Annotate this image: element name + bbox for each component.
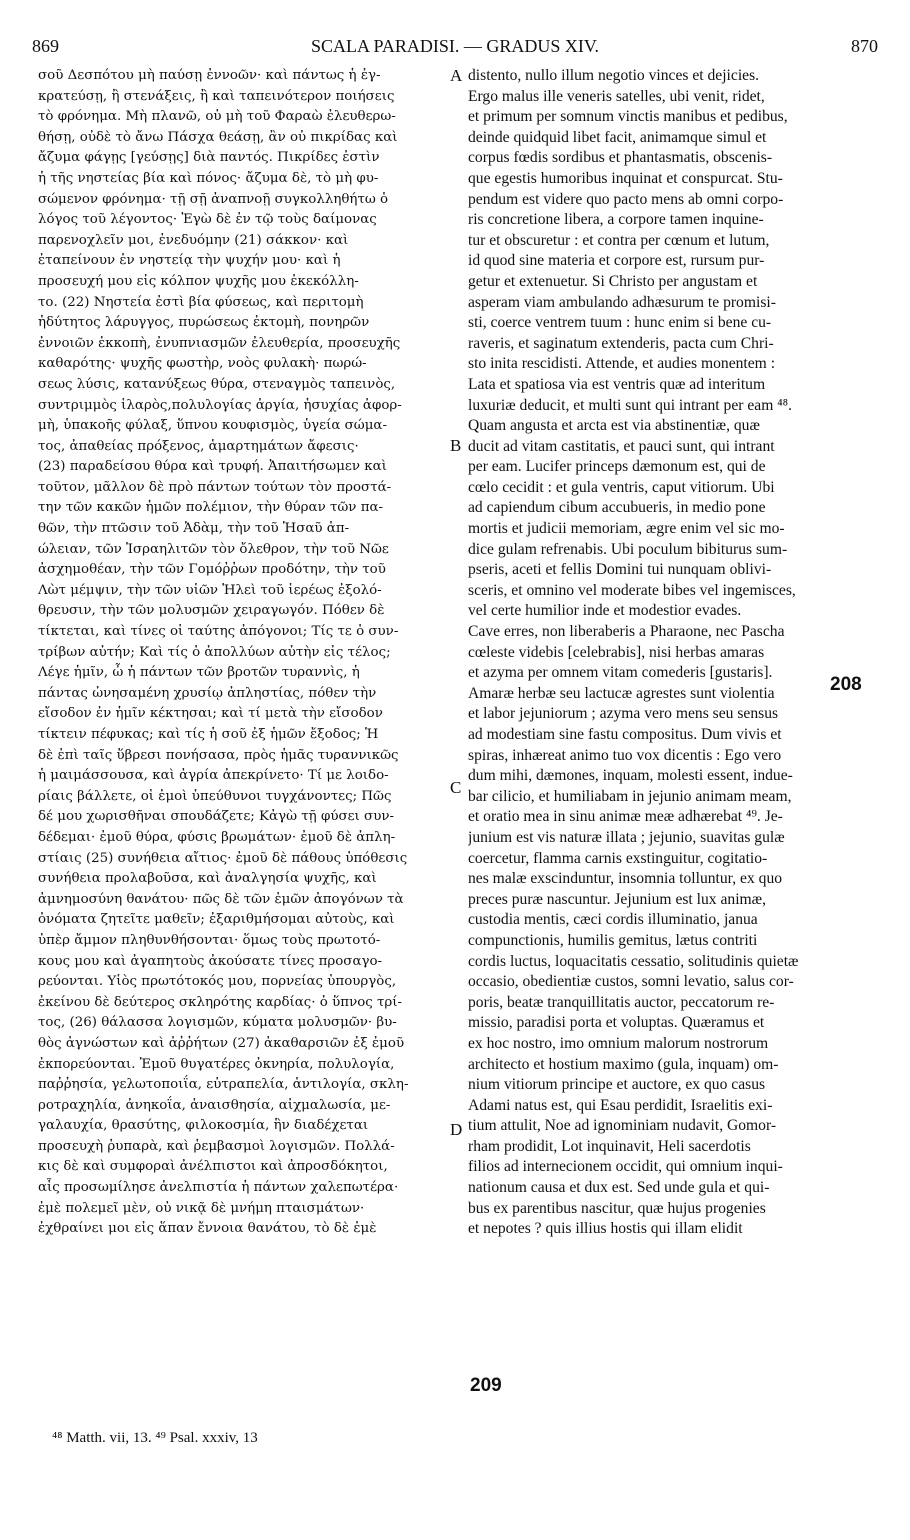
text-line: rham prodidit, Lot inquinavit, Heli sacerdotis — [468, 1137, 751, 1155]
text-line: συντριμμὸς ἱλαρὸς,πολυλογίας ἀργία, ἡσυχίας ἀφορ- — [38, 397, 402, 413]
text-line: architecto et hostium maximo (gula, inquam) om- — [468, 1055, 779, 1073]
text-line: κους μου καὶ ἀγαπητοὺς ἀκούσατε τίνες προσαγο- — [38, 953, 383, 969]
text-line: καθαρότης· ψυχῆς φωστὴρ, νοὸς φυλακὴ· πωρώ- — [38, 356, 367, 372]
text-line: sti, coerce ventrem tuum : hunc enim si bene cu- — [468, 314, 772, 332]
text-line: ἐκπορεύονται. Ἐμοῦ θυγατέρες ὀκνηρία, πολυλογία, — [38, 1056, 395, 1072]
text-line: ducit ad vitam castitatis, et pauci sunt, qui intrant — [468, 437, 775, 455]
text-line: sto inita rescidisti. Attende, et audies monentem : — [468, 355, 776, 373]
running-title: SCALA PARADISI. — GRADUS XIV. — [310, 36, 600, 56]
greek-column — [38, 66, 450, 1240]
text-line: Adami natus est, qui Esau perdidit, Israelitis exi- — [468, 1096, 773, 1114]
text-line: bar cilicio, et humiliabam in jejunio animam meam, — [468, 787, 792, 805]
text-line: missio, paradisi porta et voluptas. Quæramus et — [468, 1014, 765, 1032]
inline-page-number-209: 209 — [470, 1375, 502, 1396]
text-line: coercetur, flamma carnis exstinguitur, cogitatio- — [468, 849, 768, 867]
text-line: id quod sine materia et corpore est, rursum pur- — [468, 252, 765, 270]
text-line: κις δὲ καὶ συμφοραὶ ἀνέλπιστοι καὶ ἀπροσδόκητοι, — [38, 1159, 388, 1175]
text-line: δέδεμαι· ἐμοῦ θύρα, φύσις βρωμάτων· ἐμοῦ δὲ ἀπλη- — [38, 829, 396, 845]
text-line: preces puræ nascuntur. Jejunium est lux animæ, — [468, 890, 766, 908]
text-line: ἡ τῆς νηστείας βία καὶ πόνος· ἄζυμα δὲ, τὸ μὴ φυ- — [38, 170, 379, 186]
text-line: occasio, obedientiæ custos, somni levatio, salus cor- — [468, 973, 794, 991]
page-number-left: 869 — [32, 36, 59, 56]
text-line: tur et obscuretur : et contra per cœnum et lutum, — [468, 231, 770, 249]
text-line: συνήθεια προλαβοῦσα, καὶ ἀναλγησία ψυχῆς, καὶ — [38, 871, 377, 887]
text-line: λόγος τοῦ λέγοντος· Ἐγὼ δὲ ἐν τῷ τοὺς δαίμονας — [38, 212, 377, 228]
text-line: cœleste videbis [celebrabis], nisi herbas amaras — [468, 643, 765, 661]
text-line: ώλειαν, τῶν Ἰσραηλιτῶν τὸν ὄλεθρον, τὴν τοῦ Νῶε — [38, 541, 389, 557]
text-line: raveris, et saginatum extenderis, pacta cum Chri- — [468, 334, 774, 352]
text-line: θὸς ἀγνώστων καὶ ἀῤῥήτων (27) ἀκαθαρσιῶν ἐξ ἐμοῦ — [38, 1035, 405, 1051]
text-line: ἐχθραίνει μοι εἰς ἅπαν ἔννοια θανάτου, τὸ δὲ ἐμὲ — [38, 1221, 377, 1237]
text-line: ροτραχηλία, ἀνηκοΐα, ἀναισθησία, αἰχμαλωσία, με- — [38, 1097, 391, 1113]
text-line: Λὼτ μέμψιν, τὴν τῶν υἱῶν Ἡλεὶ τοῦ ἱερέως ἐξολό- — [38, 582, 382, 598]
text-line: nationum causa et dux est. Sed unde gula et qui- — [468, 1179, 770, 1197]
text-line: ad modestiam sine fastu compositus. Dum vivis et — [468, 726, 782, 743]
text-line: cœlo cecidit : et gula ventris, caput vitiorum. Ubi — [468, 478, 775, 496]
text-line: αἷς προσωμίλησε ἀνελπιστία ἡ πάντων χαλεπωτέρα· — [38, 1180, 399, 1196]
text-line: θήσῃ, οὐδὲ τὸ ἄνω Πάσχα θεάσῃ, ἂν οὐ πικρίδας καὶ — [38, 129, 398, 145]
text-line: tium attulit, Noe ad ignominiam nudavit, Gomor- — [468, 1117, 777, 1135]
text-line: προσευχή μου εἰς κόλπον ψυχῆς μου ἐκεκόλλη- — [38, 273, 359, 289]
footnotes: ⁴⁸ Matth. vii, 13. ⁴⁹ Psal. xxxiv, 13 — [52, 1430, 258, 1446]
text-line: Lata et spatiosa via est ventris quæ ad interitum — [468, 375, 766, 393]
text-line: asperam viam ambulando adhæsurum te promisi- — [468, 293, 776, 311]
text-line: σώμενον φρόνημα· τῇ σῇ ἀναπνοῇ συγκολληθήτω ὁ — [38, 191, 389, 207]
text-line: κρατεύσῃ, ἢ στενάξεις, ἢ καὶ ταπεινότερον ποιήσεις — [38, 88, 395, 104]
text-line: εἴσοδον ἐν ἡμῖν κέκτησαι; καὶ τί μετὰ τὴν εἴσοδον — [38, 706, 383, 722]
text-line: poris, beatæ tranquillitatis auctor, peccatorum re- — [468, 993, 775, 1011]
latin-column — [468, 66, 878, 1240]
text-line: τρίβων αὐτήν; Καὶ τίς ὁ ἀπολλύων αὐτὴν εἰς τέλος; — [38, 644, 391, 660]
text-line: Quam angusta et arcta est via abstinentiæ, quæ — [468, 417, 760, 435]
text-line: θῶν, τὴν πτῶσιν τοῦ Ἀδὰμ, τὴν τοῦ Ἡσαῦ ἀπ- — [38, 521, 350, 537]
text-line: custodia mentis, cæci cordis illuminatio, janua — [468, 911, 758, 929]
text-line: μὴ, ὑπακοῆς φύλαξ, ὕπνου κουφισμὸς, ὑγεία σώμα- — [38, 418, 387, 434]
text-line: corpus fœdis sordibus et phantasmatis, obscenis- — [468, 149, 773, 167]
text-line: (23) παραδείσου θύρα καὶ τρυφή. Ἀπαιτήσωμεν καὶ — [38, 459, 387, 475]
text-line: δὲ ἐπὶ ταῖς ὕβρεσι πονήσασα, πρὸς ἡμᾶς τυραννικῶς — [38, 747, 399, 763]
text-line: ris concretione libera, a corpore tamen inquine- — [468, 211, 764, 229]
text-line: στίαις (25) συνήθεια αἴτιος· ἐμοῦ δὲ πάθους ὑπόθεσις — [38, 850, 408, 866]
text-line: et primum per somnum vinctis manibus et pedibus, — [468, 108, 788, 126]
text-line: το. (22) Νηστεία ἐστὶ βία φύσεως, καὶ περιτομὴ — [38, 294, 364, 310]
text-line: ex hoc nostro, imo omnium malorum nostrorum — [468, 1034, 769, 1052]
text-line: cordis luctus, loquacitatis cessatio, solitudinis quietæ — [468, 952, 799, 970]
text-line: mortis et judicii memoriam, ægre enim vel sic mo- — [468, 520, 785, 538]
text-line: et nepotes ? quis illius hostis qui illam elidit — [468, 1220, 743, 1238]
text-line: junium est vis naturæ illata ; jejunio, suavitas gulæ — [468, 828, 785, 846]
text-line: ἀσχημοθέαν, τὴν τῶν Γομόῤῥων προδότην, τὴν τοῦ — [38, 562, 386, 578]
text-line: pseris, aceti et fellis Domini tui nunquam oblivi- — [468, 561, 772, 579]
text-line: ἡδύτητος λάρυγγος, πυρώσεως ἐκτομὴ, πονηρῶν — [38, 315, 370, 331]
running-header — [32, 36, 878, 62]
text-line: δέ μου χωρισθῆναι σπουδάζετε; Κἀγὼ τῇ φύσει συν- — [38, 809, 395, 825]
text-line: dum mihi, dæmones, inquam, molesti essent, indue- — [468, 767, 793, 785]
text-line: ἄζυμα φάγῃς [γεύσῃς] διὰ παντός. Πικρίδες ἐστὶν — [38, 150, 380, 166]
text-line: sceris, et omnino vel moderate bibes vel ingemisces, — [468, 581, 796, 599]
text-line: σεως λύσις, κατανύξεως θύρα, στεναγμὸς ταπεινὸς, — [38, 376, 396, 392]
text-line: nium vitiorum principe et auctore, ex quo casus — [468, 1076, 766, 1094]
text-line: et labor jejuniorum ; azyma vero mens seu sensus — [468, 705, 779, 723]
text-line: ἐννοιῶν ἐκκοπὴ, ἐνυπνιασμῶν ἐλευθερία, προσευχῆς — [38, 335, 401, 351]
text-line: pendum est videre quo pacto mens ab omni corpo- — [468, 190, 784, 208]
text-line: τὸ φρόνημα. Μὴ πλανῶ, οὐ μὴ τοῦ Φαραὼ ἐλευθερω- — [38, 109, 396, 125]
text-line: τος, ἀπαθείας πρόξενος, ἁμαρτημάτων ἄφεσις· — [38, 438, 359, 454]
text-line: γαλαυχία, θρασύτης, φιλοκοσμία, ἣν διαδέχεται — [38, 1118, 369, 1134]
text-line: τος, (26) θάλασσα λογισμῶν, κύματα μολυσμῶν· βυ- — [38, 1015, 397, 1031]
text-line: τοῦτον, μᾶλλον δὲ πρὸ πάντων τούτων τὸν προστά- — [38, 479, 392, 495]
text-line: την τῶν κακῶν ἡμῶν πολέμιον, τὴν θύραν τῶν πα- — [38, 500, 384, 516]
text-line: spiras, inhæreat animo tuo vox dicentis : Ego vero — [468, 746, 782, 764]
inline-page-number-208: 208 — [830, 674, 862, 695]
text-line: τίκτειν πέφυκας; καὶ τίς ἡ σοῦ ἐξ ἡμῶν ἔξοδος; Ἡ — [38, 727, 379, 742]
text-line: getur et extenuetur. Si Christo per angustam et — [468, 272, 758, 290]
text-line: distento, nullo illum negotio vinces et dejicies. — [468, 67, 760, 84]
text-line: compunctionis, humilis gemitus, lætus contriti — [468, 931, 758, 949]
text-line: τίκτεται, καὶ τίνες οἱ ταύτης ἀπόγονοι; Τίς τε ὁ συν- — [38, 624, 399, 640]
text-line: παῤῥησία, γελωτοποιΐα, εὐτραπελία, ἀντιλογία, σκλη- — [38, 1077, 409, 1093]
text-line: ad capiendum cibum accubueris, in medio pone — [468, 499, 766, 517]
text-line: πάντας ὠνησαμένη χρυσίῳ ἀπληστίας, πόθεν τὴν — [38, 685, 377, 701]
text-line: Λέγε ἡμῖν, ὦ ἡ πάντων τῶν βροτῶν τυραννὶς, ἡ — [38, 665, 360, 681]
text-line: ὑπὲρ ἄμμον πληθυνθήσονται· ὅμως τοὺς πρωτοτό- — [38, 932, 381, 948]
text-line: ρεύονται. Υἱὸς πρωτότοκός μου, πορνείας ὑπουργὸς, — [38, 974, 397, 990]
text-line: bus ex parentibus nascitur, quæ hujus progenies — [468, 1199, 766, 1217]
text-line: et oratio mea in sinu animæ meæ adhærebat ⁴⁹. Je- — [468, 808, 783, 826]
text-line: ὀνόματα ζητεῖτε μαθεῖν; ἐξαριθμήσομαι αὐτοὺς, καὶ — [38, 912, 395, 928]
margin-letter-d: D — [450, 1120, 463, 1139]
text-line: παρενοχλεῖν μοι, ἐνεδυόμην (21) σάκκον· καὶ — [38, 232, 349, 248]
text-line: nes malæ exscinduntur, insomnia tolluntur, ex quo — [468, 870, 783, 888]
text-line: Ergo malus ille veneris satelles, ubi venit, ridet, — [468, 87, 765, 105]
text-line: Cave erres, non liberaberis a Pharaone, nec Pascha — [468, 623, 785, 641]
text-line: et azyma per omnem vitam comederis [gustaris]. — [468, 664, 773, 682]
text-line: ἐταπείνουν ἐν νηστείᾳ τὴν ψυχήν μου· καὶ ἡ — [38, 253, 341, 269]
margin-letter-c: C — [450, 778, 462, 797]
text-line: que egestis humoribus inquinat et conspurcat. Stu- — [468, 169, 783, 187]
margin-letter-b: B — [450, 436, 462, 455]
text-line: ἐκείνου δὲ δεύτερος σκληρότης καρδίας· ὁ ὕπνος τρί- — [38, 994, 403, 1010]
text-line: ἡ μαιμάσσουσα, καὶ ἀγρία ἀπεκρίνετο· Τί με λοιδο- — [38, 768, 389, 784]
text-line: deinde quidquid libet facit, animamque simul et — [468, 128, 767, 146]
text-line: ἐμὲ πολεμεῖ μὲν, οὐ νικᾷ δὲ μνήμη πταισμάτων· — [38, 1200, 365, 1216]
margin-letter-a: A — [450, 66, 463, 85]
text-line: σοῦ Δεσπότου μὴ παύσῃ ἐννοῶν· καὶ πάντως ἡ ἐγ- — [38, 68, 381, 83]
text-line: per eam. Lucifer princeps dæmonum est, qui de — [468, 458, 766, 476]
page-number-right: 870 — [851, 36, 878, 56]
text-line: ἀμνημοσύνη θανάτου· πῶς δὲ τῶν ἐμῶν ἀπογόνων τὰ — [38, 891, 404, 907]
text-line: vel certe humilior inde et modestior evades. — [468, 602, 742, 620]
text-line: filios ad internecionem occidit, qui omnium inqui- — [468, 1158, 783, 1176]
text-line: ρίαις βάλλετε, οἱ ἐμοὶ ὑπεύθυνοι τυγχάνοντες; Πῶς — [38, 788, 392, 804]
text-line: προσευχὴ ῥυπαρὰ, καὶ ῥεμβασμοὶ λογισμῶν. Πολλά- — [38, 1138, 395, 1154]
text-line: dice gulam refrenabis. Ubi poculum bibiturus sum- — [468, 540, 788, 558]
text-line: θρευσιν, τὴν τῶν μολυσμῶν χειραγωγόν. Πόθεν δὲ — [38, 603, 385, 619]
text-line: Amaræ herbæ seu lactucæ agrestes sunt violentia — [468, 684, 775, 702]
text-line: luxuriæ deducit, et multi sunt qui intrant per eam ⁴⁸. — [468, 396, 792, 414]
